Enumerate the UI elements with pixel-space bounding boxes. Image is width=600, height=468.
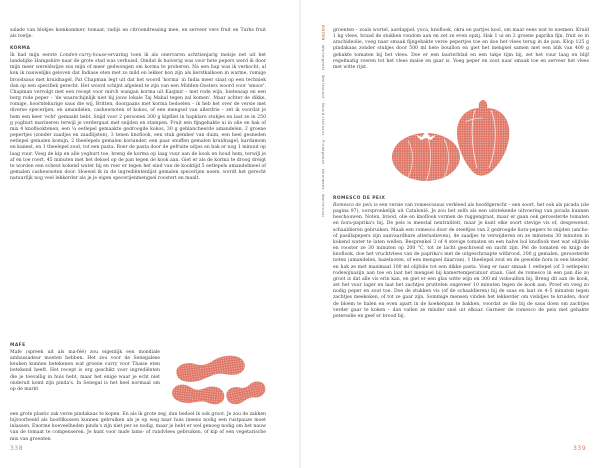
korma-paragraph [10, 53, 266, 358]
peanuts-illustration [168, 353, 268, 410]
side-nav-label: ROTEN [321, 25, 325, 41]
page-number-right: 339 [573, 445, 587, 452]
side-nav-item: Walrasnoot [321, 74, 325, 99]
romesco-heading: ROMESCO DE PEIX [333, 196, 386, 201]
korma-text-rest: -ervaring toen ik als onervaren achttienjarig meisje net uit het landelijke Hampshire naar de grote stad was verhuisd. Omdat ik huiverig was voor hete pepers werd ik door mijn meer wereldwijze zus mijn of meer gedwongen om korma te proberen. Na een hap was ik verkocht, al kon ik nauwelijks geloven dat Indiase eten met zo mild en lekker kon zijn als kerstkalkoen in warme, romige broodsaus met kruidnagel. Pat Chapman legt uit dat het woord 'korma' in India meer slaat op een techniek dan op een specifiek gerecht. Het woord schijnt afgeleid te zijn van een Midden-Oosters woord voor 'smoor'. Chapman vervolgt met een recept voor mirch wangan korma uit Kasjmir – met rode wijn, bietensap en een berg rode peper – 'de waarschijnlijk niet bij jouw lokale Taj Mahal tegen zal komen'. Maar achter de dikke, romige, hoorntekurige saus die wij, Britten, doorgaans met korma bedoelen – ik heb het over de versie met diverse specerijen, en amandelen, cashewnoten of kokos, of een mengsel van allerdrie – zet ik voordat je hem een keer 'echt' gemaakt hebt. Snijd voor 2 personen 300 g kipfilet in hapklare stukjes en laat ze in 250 g yoghurt marineren terwijl je verdergaat met snijden en stampen. Fruit een fijngehakte ui in olie en hak of mix 4 knoflooktenen, een ¼ eetlepel gemaakte gedroogde kokos, 30 g geblancheerde amandelen, 2 groene pepertjes (zonder zaadjes en zaadlijsten), 3 tenen knoflook, een stuk gember van duim, een heel gesneden eetlepel gemalen komijn, 2 theelepels gemalen koriander, een paar snuffen gemalen kruidnagel, kardamom en kaneel, en 1 theelepel zout, tot een pasta. Roer de pasta door de gefruite uitjes en bak er nog 1 minuut op laag vuur. Voeg de kip en alle yoghurt toe, breng de korma op laag vuur aan de kook en houd hem, terwijl je af en toe roert, 45 minuten met het deksel op de pan tegen de kook aan. Giet er als de korma te droog dreigt te worden een scheut kokend water bij en roer er tegen het eind van de kooktijd 5 eetlepels amandelmeel of gemalen cashewnoten door. Hoewel ik in de ingrediëntenlijst gemalen specerijen noem, wordt het gerecht natuurlijk nog veel lekkerder als je je eigen specerijenmengsel roostert en maalt. [10, 53, 267, 182]
side-nav-item: Noorwees [321, 168, 325, 190]
romesco-paragraph [333, 203, 589, 435]
intro-paragraph: salade van blokjes komkommer, tomaat, radijs en citroendressing mee, en serveer vers fruit en Turks fruit als toetje. [10, 28, 266, 40]
mafe-paragraph-narrow: Mafe (spreek uit als ma-féé) zou eigenlijk een mondiale ambassadeur moeten hebben. Het zou voor de Senegalese keuken kunnen betekenen wat groene curry voor Thaise eten betekend heeft. Het recept is erg geschikt voor ingrediënten die je toevallig in huis hebt, maar het enige waar je echt niet onderuit komt zijn pinda's. In Senegal is het heel normaal om op de markt [10, 350, 160, 392]
left-page [0, 0, 299, 468]
korma-emphasis: Londen-curry-house [59, 53, 107, 58]
page-number-left: 338 [10, 445, 24, 452]
mafe-continued-paragraph: groenten – zoals wortel, aardappel, yuca, knoflook, okra en partjes kool, om maar eens wat te noemen. Kruid 1 kg vlees, braad de stukken rondom aan en zet ze even opzij. Hak 1 ui en 2 groene paprika fijn, fruit ze in arachideolie, voeg naar smaak fijngehakte verse pepertjes toe en doe het vlees terug in de pan. Klop 125 g pindakaas zonder stukjes door 500 ml hete bouillon en giet het mengsel samen met een blik van 400 g gehakte tomaten bij het vlees. Doe er een laurierblad en een takje tijm bij, zet het vuur laag en blijf regelmatig roeren tot het vlees malse en gaar is. Voeg peper en zout naar smaak toe en serveer het vlees met witte rijst. [333, 28, 589, 70]
korma-heading: KORMA [10, 46, 31, 51]
side-nav-item: Wortelnoot [321, 194, 325, 218]
side-nav-text: ROTEN · Wortelgeest · Walrasnoot · Noord-Italiaans · Pindagebak · Noorwees · Wortelnoot [321, 25, 325, 218]
right-page [301, 0, 600, 468]
side-nav-item: Pindagebak [321, 140, 325, 165]
side-navigation [317, 25, 327, 265]
korma-text-start: Ik had mijn eerste [10, 53, 60, 58]
pepper-illustration [453, 98, 513, 180]
side-nav-item: Noord-Italiaans [321, 103, 325, 136]
mafe-heading: MAFE [10, 343, 26, 348]
side-nav-item: Wortelgeest [321, 45, 325, 71]
mafe-paragraph-wide: een grote plastic zak verse pindakaas te kopen. En als ik grote zeg, dan bedoel ik ook groot. Je zou de zakken bijvoorbeeld als hoofdkussen kunnen gebruiken als je op weg naar huis ineens nodig een rustpauze moet inlassen. Enorme hoeveelheden pinda's zijn niet per se nodig, maar je hebt er wel genoeg nodig om het nauw van de tomaat te compenseren. Je kunt voor mafe lams- of rundvlees gebruiken, of kip of een vegetarische mix van groenten [10, 412, 266, 442]
romesco-text: is een versie van romescosaus verkleed als hoofdgerecht – een soort, het ook als picada (zie pagina 97), oorspronkelijk uit Catalonië. Je zou het zelfs als een uitstekende uitvoering van picada kunnen beschouwen. Noten, brood, olie en knoflook vormen de ruggengraat, maar er gaan ook geroosterde tomaten en ñora-paprika's bij. De pels is meestal neutraliteit, maar je kunt elke soort stevige vis of, desgewenst, schaaldieren gebruiken. Maak een romesco door de steeltjes van 2 gedroogde ñora-pepers te snijden (ancho- of pasillapepers zijn aanvaardbare alternatieven), de zaadjes te verwijderen en ze minstens 30 minuten in kokend water te laten wellen. Besprenkel 3 of 4 stevige tomaten en een halve bol knoflook met wat olijfolie en rooster ze 30 minuten op 200 °C, tot ze lacht geschroeid en zacht zijn. Pel de tomaten en knijp de knoflook, doe het vruchtvlees van de paprika's met de uitgeschraapte witbrood, 200 g gemalen, geroosterde noten (amandelen, hazelnoten, of een mengsel daarvan), 1 theelepel zout en de gewelde ñora in een blender, en hak ze met maximaal 100 ml olijfolie tot een dikke pasta. Voeg er naar smaak 1 eetlepel (of 3 eetlepels) rodewijnazijn aan toe en laat het mengsel bij kamertemperatuur staan. Giet de romesco in een pan die zo groot is dat alle vis erin kan, en giet er een glas witte wijn en 300 ml visbouillon bij. Breng dit aan de kook, zet het vuur lager en laat het zachtjes pruttelen ongeveer 10 minuten tegen de kook aan. Proef en voeg zo nodig peper en zout toe. Doe de stukken vis (of de schaaldieren) bij de saus en laat ze 4–5 minuten tegen zachtjes meekoken, of tot ze gaar zijn. Sommige mensen vinden het lekkerder om vislidjes te kruiden, door de bloem te halen en even apart in de koekenpan te bakken, voordat ze die bij de saus doen om zachtjes verder gaar te koken – dan vallen ze minder snel uit elkaar. Garneer de romesco de peix met gehakte peterselie en geef er brood bij. [333, 203, 589, 319]
romesco-emphasis: Romesco de peix [333, 203, 373, 208]
